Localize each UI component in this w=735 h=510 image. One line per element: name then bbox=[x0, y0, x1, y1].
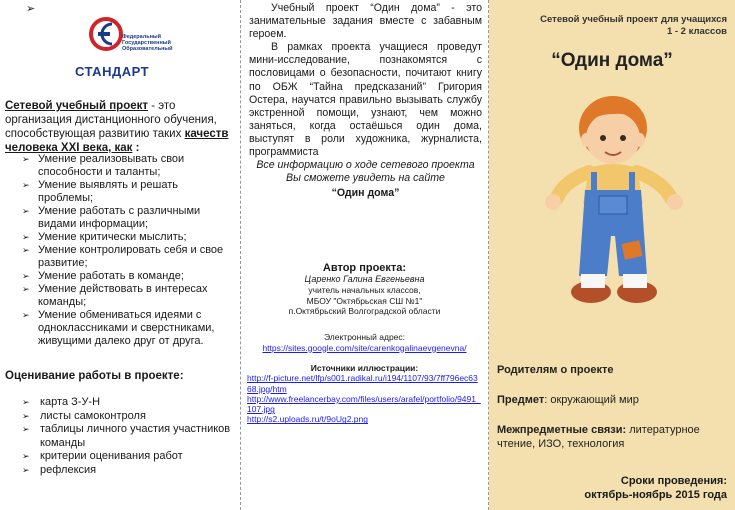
list-item: ➢ Умение критически мыслить; bbox=[22, 231, 236, 244]
list-item: ➢ рефлексия bbox=[22, 464, 236, 478]
email-link[interactable]: https://sites.google.com/site/carenkogalinaevgenevna/ bbox=[262, 342, 467, 353]
project-header: Сетевой учебный проект для учащихся 1 - 2 классов bbox=[540, 14, 727, 37]
skills-list bbox=[22, 153, 236, 348]
info-line: Все информацию о ходе сетевого проекта Вы сможете увидеть на сайте bbox=[256, 159, 475, 185]
intro-paragraph-1: Учебный проект “Один дома” - это занимательные задания вместе с забавным героем. bbox=[249, 2, 482, 41]
source-link[interactable]: http://s2.uploads.ru/t/9oUg2.png bbox=[247, 414, 368, 425]
sources-heading: Источники иллюстрации: bbox=[310, 363, 419, 373]
intro-paragraph-2: В рамках проекта учащиеся проведут мини-исследование, познакомятся с пословицами о безопасности, почитают книгу по ОБЖ “Тайна предсказаний” Григория Остера, научатся правильно вызывать службу экстренной помощи, узнают, чем можно заняться, когда остаёшься один дома, выступят в роли художника, журналиста, программиста bbox=[249, 41, 482, 159]
dates-block bbox=[584, 475, 727, 502]
subject-line: Предмет: окружающий мир bbox=[497, 394, 639, 406]
sources-block bbox=[247, 363, 482, 425]
left-column bbox=[0, 0, 240, 510]
author-name: Царенко Галина Евгеньевна bbox=[304, 274, 425, 284]
author-block bbox=[247, 262, 482, 317]
list-item: ➢ таблицы личного участия участников команды bbox=[22, 423, 236, 450]
email-label: Электронный адрес: bbox=[323, 332, 406, 342]
network-project-description: Сетевой учебный проект - это организация дистанционного обучения, способствующая развитию таких качеств человека XXI века, как : bbox=[5, 100, 229, 154]
network-project-link: Сетевой учебный проект bbox=[5, 100, 149, 112]
list-item: ➢ карта З-У-Н bbox=[22, 396, 236, 410]
arrow-bullet-icon: ➢ bbox=[26, 3, 36, 15]
right-column bbox=[489, 0, 735, 510]
evaluation-list bbox=[22, 396, 236, 477]
list-item: ➢ Умение реализовывать свои способности и таланты; bbox=[22, 153, 236, 179]
middle-column bbox=[240, 0, 489, 510]
dates-value: октябрь-ноябрь 2015 года bbox=[584, 488, 727, 501]
logo-word: СТАНДАРТ bbox=[75, 64, 150, 79]
author-place: п.Октябрьский Волгоградской области bbox=[288, 306, 441, 316]
dates-label: Сроки проведения: bbox=[620, 475, 727, 487]
fgos-logo bbox=[72, 14, 172, 80]
logo-caption: Федеральный Государственный Образовательный bbox=[122, 34, 173, 52]
list-item: ➢ Умение работать с различными видами информации; bbox=[22, 205, 236, 231]
author-heading: Автор проекта: bbox=[322, 262, 407, 274]
list-item: ➢ Умение выявлять и решать проблемы; bbox=[22, 179, 236, 205]
author-school: МБОУ "Октябрьская СШ №1" bbox=[306, 295, 423, 306]
list-item: ➢ Умение действовать в интересах команды; bbox=[22, 283, 236, 309]
list-item: ➢ критерии оценивания работ bbox=[22, 450, 236, 464]
evaluation-heading: Оценивание работы в проекте: bbox=[5, 370, 184, 382]
email-block bbox=[247, 332, 482, 353]
parents-heading: Родителям о проекте bbox=[497, 364, 614, 376]
list-item: ➢ Умение контролировать себя и свое развитие; bbox=[22, 244, 236, 270]
author-position: учитель начальных классов, bbox=[308, 285, 421, 295]
list-item: ➢ листы самоконтроля bbox=[22, 410, 236, 424]
source-link[interactable]: http://f-picture.net/lfp/s001.radikal.ru/i194/1107/93/7ff796ec6368.jpg/htm bbox=[247, 373, 478, 394]
interdisciplinary-line: Межпредметные связи: литературное чтение, ИЗО, технология bbox=[497, 424, 700, 450]
source-link[interactable]: http://www.freelancerbay.com/files/users/arafel/portfolio/9491_107.jpg bbox=[247, 393, 481, 415]
site-name: “Один дома” bbox=[331, 187, 400, 200]
list-item: ➢ Умение работать в команде; bbox=[22, 270, 236, 283]
boy-illustration bbox=[539, 86, 689, 336]
list-item: ➢ Умение обмениваться идеями с одноклассниками и сверстниками, живущими далеко друг от друга. bbox=[22, 309, 236, 348]
project-title: “Один дома” bbox=[551, 50, 673, 71]
